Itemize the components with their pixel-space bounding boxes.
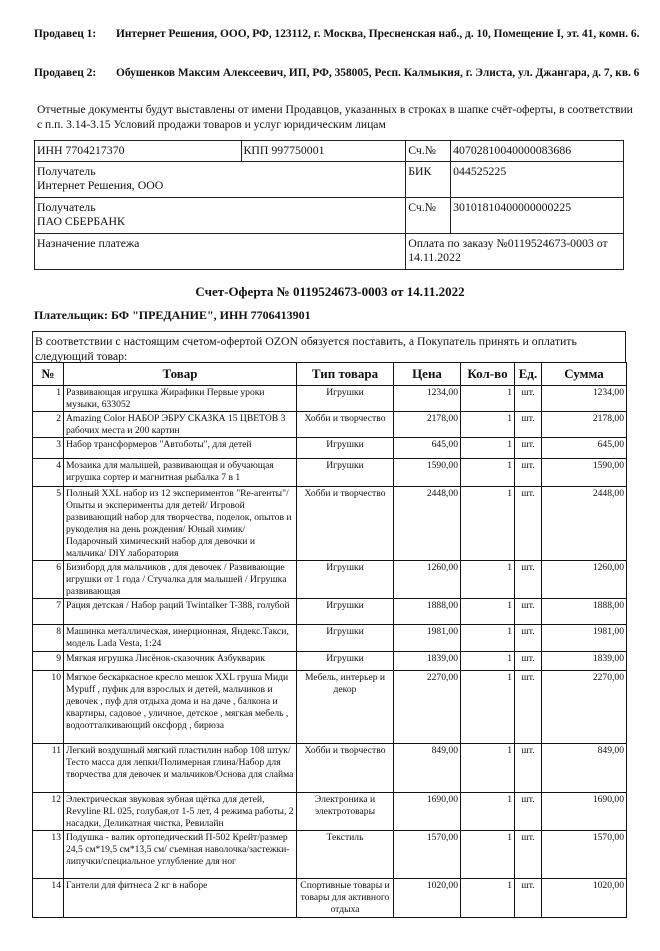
unit: шт. bbox=[515, 386, 542, 412]
corr-account-value: 30101810400000000225 bbox=[451, 198, 624, 234]
product-name: Мягкая игрушка Лисёнок-сказочник Азбукварик bbox=[64, 652, 297, 671]
product-type: Мебель, интерьер и декор bbox=[297, 671, 394, 744]
row-number: 3 bbox=[33, 438, 64, 459]
row-number: 11 bbox=[33, 744, 64, 793]
line-sum: 1590,00 bbox=[542, 459, 627, 487]
product-type: Хобби и творчество bbox=[297, 412, 394, 438]
price: 1234,00 bbox=[394, 386, 461, 412]
recipient-cell bbox=[35, 162, 406, 198]
row-number: 1 bbox=[33, 386, 64, 412]
product-name: Электрическая звуковая зубная щётка для детей, Revyline RL 025, голубая,от 1-5 лет, 4 режима работы, 2 насадки, Деликатная чистка, Ревилайн bbox=[64, 793, 297, 831]
unit: шт. bbox=[515, 438, 542, 459]
price: 1570,00 bbox=[394, 831, 461, 879]
price: 1981,00 bbox=[394, 625, 461, 652]
price: 1690,00 bbox=[394, 793, 461, 831]
line-sum: 1234,00 bbox=[542, 386, 627, 412]
product-name: Подушка - валик ортопедический П-502 Крейт/размер 24,5 см*19,5 см*13,5 см/ съемная наволочка/застежки-липучки/специальное углубление для ног bbox=[64, 831, 297, 879]
product-name: Полный XXL набор из 12 экспериментов "Re-агенты"/ Опыты и эксперименты для детей/ Игровой развивающий набор для творчества, поделок, опытов и рукоделия на день рождения/ Юный химик/ Подарочный химический набор для девочки и мальчика/ DIY лаборатория bbox=[64, 487, 297, 561]
reporting-note: Отчетные документы будут выставлены от имени Продавцов, указанных в строках в шапке счёт-оферты, в соответствии с п.п. 3.14-3.15 Условий продажи товаров и услуг юридическим лицам bbox=[37, 103, 633, 131]
account-label: Сч.№ bbox=[406, 141, 451, 162]
quantity: 1 bbox=[461, 459, 515, 487]
col-header-price: Цена bbox=[394, 363, 461, 386]
table-row bbox=[33, 879, 627, 918]
product-name: Машинка металлическая, инерционная, Яндекс.Такси, модель Lada Vesta, 1:24 bbox=[64, 625, 297, 652]
price: 1839,00 bbox=[394, 652, 461, 671]
price: 849,00 bbox=[394, 744, 461, 793]
corr-account-label: Сч.№ bbox=[406, 198, 451, 234]
table-row bbox=[33, 652, 627, 671]
line-sum: 2270,00 bbox=[542, 671, 627, 744]
unit: шт. bbox=[515, 412, 542, 438]
product-type: Игрушки bbox=[297, 599, 394, 625]
row-number: 13 bbox=[33, 831, 64, 879]
line-sum: 2448,00 bbox=[542, 487, 627, 561]
price: 1590,00 bbox=[394, 459, 461, 487]
product-name: Мозаика для малышей, развивающая и обучающая игрушка сортер и магнитная рыбалка 7 в 1 bbox=[64, 459, 297, 487]
product-type: Игрушки bbox=[297, 386, 394, 412]
product-name: Легкий воздушный мягкий пластилин набор 108 штук/Тесто масса для лепки/Полимерная глина/Набор для творчества для девочек и мальчиков/Основа для слайма bbox=[64, 744, 297, 793]
col-header-type: Тип товара bbox=[297, 363, 394, 386]
table-row bbox=[33, 561, 627, 599]
table-row bbox=[33, 459, 627, 487]
quantity: 1 bbox=[461, 744, 515, 793]
unit: шт. bbox=[515, 487, 542, 561]
table-row bbox=[33, 599, 627, 625]
line-sum: 1260,00 bbox=[542, 561, 627, 599]
table-row bbox=[33, 793, 627, 831]
product-type: Хобби и творчество bbox=[297, 744, 394, 793]
product-type: Игрушки bbox=[297, 625, 394, 652]
seller-2-label: Продавец 2: bbox=[34, 67, 97, 79]
product-name: Гантели для фитнеса 2 кг в наборе bbox=[64, 879, 297, 918]
product-name: Набор трансформеров "Автоботы", для детей bbox=[64, 438, 297, 459]
table-row bbox=[33, 438, 627, 459]
col-header-unit: Ед. bbox=[515, 363, 542, 386]
row-number: 5 bbox=[33, 487, 64, 561]
table-row bbox=[33, 744, 627, 793]
bank-name: ПАО СБЕРБАНК bbox=[37, 214, 125, 228]
seller-2 bbox=[34, 66, 656, 81]
price: 2448,00 bbox=[394, 487, 461, 561]
product-type: Игрушки bbox=[297, 459, 394, 487]
quantity: 1 bbox=[461, 561, 515, 599]
product-type: Спортивные товары и товары для активного отдыха bbox=[297, 879, 394, 918]
line-sum: 2178,00 bbox=[542, 412, 627, 438]
unit: шт. bbox=[515, 879, 542, 918]
row-number: 14 bbox=[33, 879, 64, 918]
quantity: 1 bbox=[461, 386, 515, 412]
row-number: 7 bbox=[33, 599, 64, 625]
bank-cell bbox=[35, 198, 406, 234]
bank-label: Получатель bbox=[37, 200, 96, 214]
line-sum: 645,00 bbox=[542, 438, 627, 459]
table-row bbox=[33, 412, 627, 438]
bik-value: 044525225 bbox=[451, 162, 624, 198]
quantity: 1 bbox=[461, 879, 515, 918]
bank-details-table bbox=[34, 140, 624, 270]
seller-1-label: Продавец 1: bbox=[34, 28, 97, 40]
unit: шт. bbox=[515, 671, 542, 744]
quantity: 1 bbox=[461, 793, 515, 831]
seller-1 bbox=[34, 27, 656, 42]
seller-1-value: Интернет Решения, ООО, РФ, 123112, г. Москва, Пресненская наб., д. 10, Помещение I, эт. 41, комн. 6. bbox=[116, 28, 640, 40]
line-sum: 849,00 bbox=[542, 744, 627, 793]
line-sum: 1570,00 bbox=[542, 831, 627, 879]
unit: шт. bbox=[515, 599, 542, 625]
purpose-label: Назначение платежа bbox=[35, 234, 406, 270]
quantity: 1 bbox=[461, 599, 515, 625]
row-number: 2 bbox=[33, 412, 64, 438]
product-name: Развивающая игрушка Жирафики Первые уроки музыки, 633052 bbox=[64, 386, 297, 412]
quantity: 1 bbox=[461, 625, 515, 652]
invoice-title: Счет-Оферта № 0119524673-0003 от 14.11.2022 bbox=[195, 284, 465, 299]
bik-label: БИК bbox=[406, 162, 451, 198]
product-type: Игрушки bbox=[297, 561, 394, 599]
unit: шт. bbox=[515, 652, 542, 671]
line-sum: 1690,00 bbox=[542, 793, 627, 831]
items-table bbox=[32, 362, 627, 918]
product-name: Amazing Color НАБОР ЭБРУ СКАЗКА 15 ЦВЕТОВ 3 рабочих места и 200 картин bbox=[64, 412, 297, 438]
quantity: 1 bbox=[461, 831, 515, 879]
row-number: 4 bbox=[33, 459, 64, 487]
unit: шт. bbox=[515, 561, 542, 599]
col-header-qty: Кол-во bbox=[461, 363, 515, 386]
quantity: 1 bbox=[461, 671, 515, 744]
product-name: Рация детская / Набор раций Twintalker T-388, голубой bbox=[64, 599, 297, 625]
row-number: 8 bbox=[33, 625, 64, 652]
unit: шт. bbox=[515, 793, 542, 831]
price: 645,00 bbox=[394, 438, 461, 459]
col-header-number: № bbox=[33, 363, 64, 386]
col-header-sum: Сумма bbox=[542, 363, 627, 386]
col-header-product: Товар bbox=[64, 363, 297, 386]
unit: шт. bbox=[515, 831, 542, 879]
unit: шт. bbox=[515, 744, 542, 793]
product-type: Текстиль bbox=[297, 831, 394, 879]
row-number: 6 bbox=[33, 561, 64, 599]
line-sum: 1981,00 bbox=[542, 625, 627, 652]
table-row bbox=[33, 386, 627, 412]
account-value: 40702810040000083686 bbox=[451, 141, 624, 162]
row-number: 10 bbox=[33, 671, 64, 744]
table-row bbox=[33, 625, 627, 652]
price: 1260,00 bbox=[394, 561, 461, 599]
price: 1020,00 bbox=[394, 879, 461, 918]
recipient-label: Получатель bbox=[37, 164, 96, 178]
price: 1888,00 bbox=[394, 599, 461, 625]
purpose-value: Оплата по заказу №0119524673-0003 от 14.11.2022 bbox=[406, 234, 624, 270]
quantity: 1 bbox=[461, 438, 515, 459]
line-sum: 1020,00 bbox=[542, 879, 627, 918]
product-type: Игрушки bbox=[297, 438, 394, 459]
product-type: Хобби и творчество bbox=[297, 487, 394, 561]
unit: шт. bbox=[515, 625, 542, 652]
row-number: 12 bbox=[33, 793, 64, 831]
product-name: Мягкое бескаркасное кресло мешок XXL груша Миди Mypuff , пуфик для взрослых и детей, мальчиков и девочек , пуф для отдыха дома и на даче , балкона и квартиры, садовое , уличное, детское , мягкая мебель , водоотталкивающий оксфорд , бирюза bbox=[64, 671, 297, 744]
quantity: 1 bbox=[461, 412, 515, 438]
unit: шт. bbox=[515, 459, 542, 487]
payer-line: Плательщик: БФ "ПРЕДАНИЕ", ИНН 7706413901 bbox=[34, 308, 311, 322]
items-header-row bbox=[33, 363, 627, 386]
table-row bbox=[33, 831, 627, 879]
price: 2270,00 bbox=[394, 671, 461, 744]
product-name: Бизиборд для мальчиков , для девочек / Развивающие игрушки от 1 года / Стучалка для малышей / Игрушка развивающая bbox=[64, 561, 297, 599]
quantity: 1 bbox=[461, 652, 515, 671]
intro-text: В соответствии с настоящим счетом-офертой OZON обязуется поставить, а Покупатель принять и оплатить следующий товар: bbox=[32, 331, 626, 362]
product-type: Игрушки bbox=[297, 652, 394, 671]
recipient-name: Интернет Решения, ООО bbox=[37, 178, 164, 192]
line-sum: 1888,00 bbox=[542, 599, 627, 625]
line-sum: 1839,00 bbox=[542, 652, 627, 671]
table-row bbox=[33, 487, 627, 561]
quantity: 1 bbox=[461, 487, 515, 561]
price: 2178,00 bbox=[394, 412, 461, 438]
seller-2-value: Обушенков Максим Алексеевич, ИП, РФ, 358005, Респ. Калмыкия, г. Элиста, ул. Джангара, д. 7, кв. 6 bbox=[116, 67, 640, 79]
kpp-cell: КПП 997750001 bbox=[241, 141, 406, 162]
inn-cell: ИНН 7704217370 bbox=[35, 141, 242, 162]
row-number: 9 bbox=[33, 652, 64, 671]
product-type: Электроника и электротовары bbox=[297, 793, 394, 831]
table-row bbox=[33, 671, 627, 744]
